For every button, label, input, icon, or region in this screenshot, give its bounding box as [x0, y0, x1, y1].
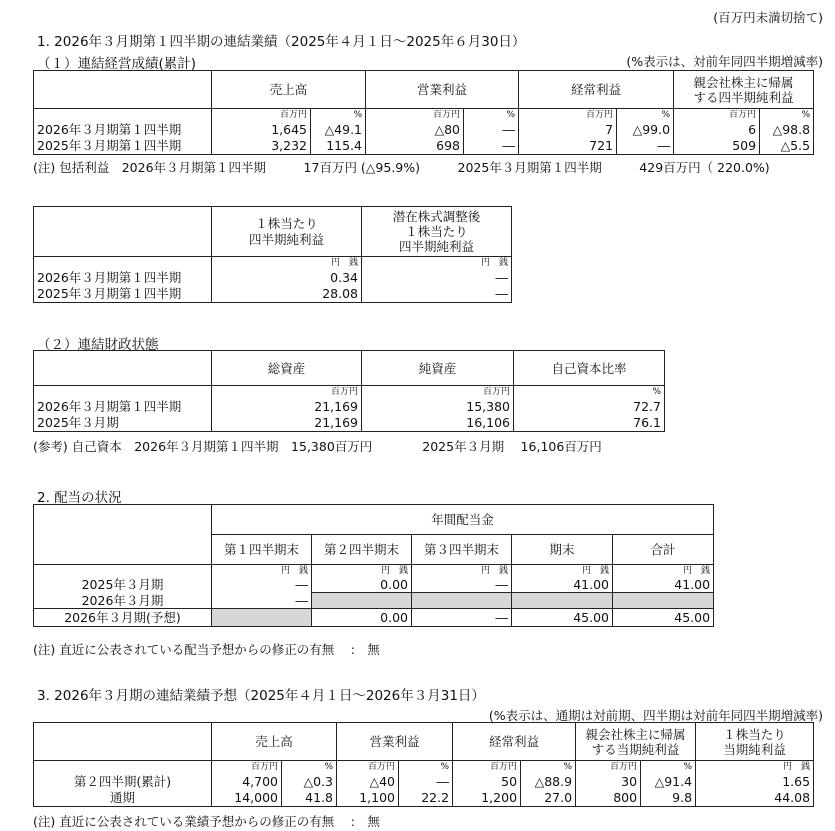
- table-row: 2026年３月期(予想) 0.00 ― 45.00 45.00: [34, 609, 714, 627]
- unit-cell: %: [464, 109, 519, 121]
- row-label: 2026年３月期(予想): [34, 609, 212, 627]
- header-ordinary-profit: 経常利益: [453, 723, 576, 761]
- unit-cell: 円 銭: [613, 565, 714, 577]
- row-label: 2026年３月期第１四半期: [34, 269, 212, 286]
- header-annual-dividend: 年間配当金: [212, 505, 714, 535]
- unit-cell: 百万円: [337, 761, 399, 773]
- table-row: 2026年３月期第１四半期 0.34 ―: [34, 269, 512, 286]
- unit-cell: 円 銭: [212, 565, 312, 577]
- section2-subtitle: （２）連結財政状態: [37, 337, 159, 353]
- unit-cell: 百万円: [576, 761, 641, 773]
- forecast-table: [33, 722, 814, 807]
- header-q1-end: 第１四半期末: [212, 535, 312, 565]
- unit-cell: 百万円: [212, 761, 282, 773]
- unit-cell: %: [641, 761, 696, 773]
- section1-title: 1. 2026年３月期第１四半期の連結業績（2025年４月１日～2025年６月30日）: [37, 34, 526, 50]
- table-row: 2026年３月期第１四半期 1,645 △49.1 △80 ― 7 △99.0 6 △98.8: [34, 121, 814, 138]
- row-label: 2026年３月期: [34, 593, 212, 609]
- table-row: 2025年３月期 21,169 16,106 76.1: [34, 415, 665, 432]
- row-label: 通期: [34, 790, 212, 807]
- row-label: 2025年３月期第１四半期: [34, 138, 212, 155]
- forecast-revision-note: (注) 直近に公表されている業績予想からの修正の有無 : 無: [33, 814, 380, 829]
- row-label: 2026年３月期第１四半期: [34, 121, 212, 138]
- unit-cell: 円 銭: [312, 565, 412, 577]
- unit-cell: 百万円: [212, 109, 311, 121]
- unit-cell: %: [399, 761, 453, 773]
- unit-cell: 百万円: [362, 386, 514, 398]
- financial-position-table: [33, 350, 665, 432]
- header-eps: １株当たり 当期純利益: [696, 723, 814, 761]
- row-label: 2025年３月期: [34, 415, 212, 432]
- unit-cell: 円 銭: [362, 257, 512, 269]
- unit-cell: 百万円: [366, 109, 464, 121]
- table-row: 2026年３月期 ―: [34, 593, 714, 609]
- header-equity-ratio: 自己資本比率: [514, 351, 665, 386]
- unit-cell: 円 銭: [212, 257, 362, 269]
- header-q2-end: 第２四半期末: [312, 535, 412, 565]
- table-row: 2025年３月期第１四半期 28.08 ―: [34, 286, 512, 303]
- header-operating-profit: 営業利益: [337, 723, 453, 761]
- unit-note: (百万円未満切捨て): [713, 10, 823, 25]
- unit-cell: 百万円: [674, 109, 760, 121]
- section3-title: 2. 配当の状況: [37, 490, 122, 506]
- row-label: 第２四半期(累計): [34, 773, 212, 790]
- unit-cell: %: [617, 109, 674, 121]
- unit-cell: %: [282, 761, 337, 773]
- row-label: 2025年３月期第１四半期: [34, 286, 212, 303]
- unit-cell: 百万円: [212, 386, 362, 398]
- operating-results-table: [33, 70, 814, 155]
- header-total: 合計: [613, 535, 714, 565]
- header-sales: 売上高: [212, 723, 337, 761]
- header-net-income: 親会社株主に帰属 する四半期純利益: [674, 71, 814, 109]
- header-q3-end: 第３四半期末: [412, 535, 512, 565]
- table-row: 通期 14,000 41.8 1,100 22.2 1,200 27.0 800 9.8 44.08: [34, 790, 814, 807]
- unit-cell: 円 銭: [412, 565, 512, 577]
- table-row: 第２四半期(累計) 4,700 △0.3 △40 ― 50 △88.9 30 △91.4 1.65: [34, 773, 814, 790]
- header-total-assets: 総資産: [212, 351, 362, 386]
- header-net-income: 親会社株主に帰属 する当期純利益: [576, 723, 696, 761]
- corner-cell: [34, 71, 212, 109]
- unit-cell: 百万円: [519, 109, 617, 121]
- table-row: 2026年３月期第１四半期 21,169 15,380 72.7: [34, 398, 665, 415]
- section4-pct-note: (%表示は、通期は対前期、四半期は対前年同四半期増減率): [488, 708, 823, 723]
- unit-cell: %: [521, 761, 576, 773]
- header-ordinary-profit: 経常利益: [519, 71, 674, 109]
- dividend-revision-note: (注) 直近に公表されている配当予想からの修正の有無 : 無: [33, 642, 380, 657]
- dividend-table: [33, 504, 714, 627]
- header-operating-profit: 営業利益: [366, 71, 519, 109]
- header-diluted-eps: 潜在株式調整後 １株当たり 四半期純利益: [362, 207, 512, 257]
- section4-title: 3. 2026年３月期の連結業績予想（2025年４月１日～2026年３月31日）: [37, 688, 485, 704]
- table-row: 2025年３月期第１四半期 3,232 115.4 698 ― 721 ― 509 △5.5: [34, 138, 814, 155]
- reference-note: (参考) 自己資本 2026年３月期第１四半期 15,380百万円 2025年３月期 16,106百万円: [33, 439, 602, 454]
- header-eps: １株当たり 四半期純利益: [212, 207, 362, 257]
- comprehensive-income-note: (注) 包括利益 2026年３月期第１四半期 17百万円 (△95.9%) 2025年３月期第１四半期 429百万円（ 220.0%): [33, 160, 770, 175]
- header-year-end: 期末: [512, 535, 613, 565]
- unit-cell: 円 銭: [696, 761, 814, 773]
- per-share-table: [33, 206, 512, 303]
- unit-cell: 円 銭: [512, 565, 613, 577]
- header-net-assets: 純資産: [362, 351, 514, 386]
- unit-cell: %: [311, 109, 366, 121]
- header-sales: 売上高: [212, 71, 366, 109]
- unit-cell: %: [760, 109, 814, 121]
- row-label: 2026年３月期第１四半期: [34, 398, 212, 415]
- unit-cell: %: [514, 386, 665, 398]
- section1-subtitle: （１）連結経営成績(累計): [37, 56, 197, 72]
- table-row: 2025年３月期 ― 0.00 ― 41.00 41.00: [34, 577, 714, 593]
- section1-pct-note: (%表示は、対前年同四半期増減率): [626, 54, 823, 69]
- row-label: 2025年３月期: [34, 577, 212, 593]
- unit-cell: 百万円: [453, 761, 521, 773]
